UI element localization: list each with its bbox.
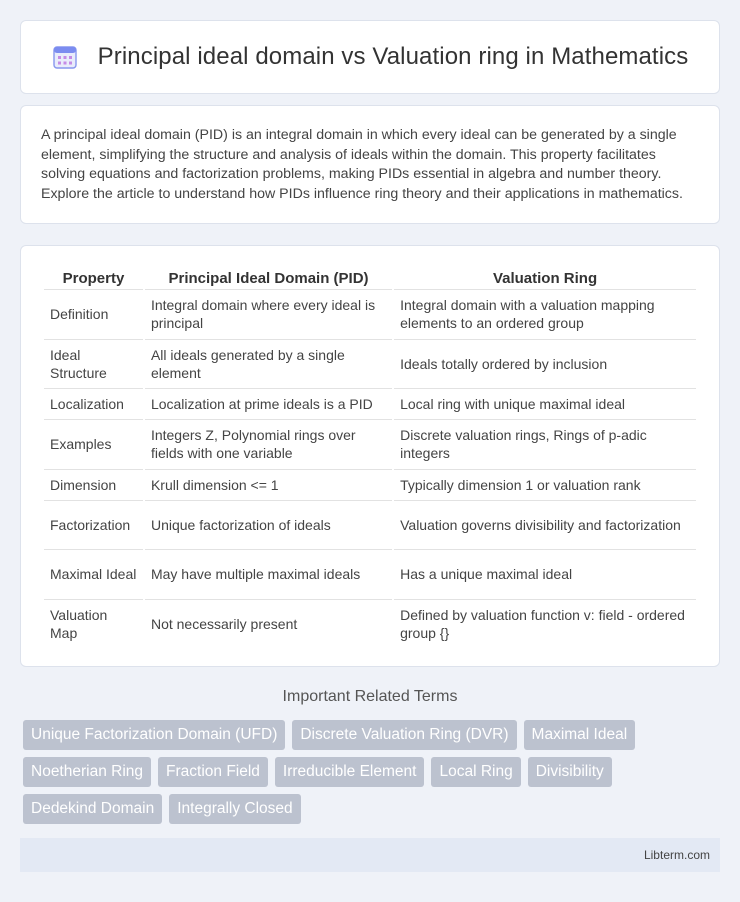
cell-valuation: Typically dimension 1 or valuation rank — [394, 470, 696, 501]
related-term-tag[interactable]: Noetherian Ring — [23, 757, 151, 787]
related-terms-list — [23, 720, 703, 824]
related-term-tag[interactable]: Discrete Valuation Ring (DVR) — [292, 720, 516, 750]
cell-property: Examples — [44, 420, 143, 470]
table-row — [44, 340, 696, 390]
related-term-tag[interactable]: Maximal Ideal — [524, 720, 636, 750]
header-property: Property — [44, 266, 143, 290]
cell-pid: Krull dimension <= 1 — [145, 470, 392, 501]
cell-pid: Localization at prime ideals is a PID — [145, 389, 392, 420]
related-term-tag[interactable]: Irreducible Element — [275, 757, 425, 787]
table-row — [44, 470, 696, 501]
cell-valuation: Defined by valuation function v: field - ordered group {} — [400, 607, 685, 642]
related-term-tag[interactable]: Divisibility — [528, 757, 612, 787]
cell-property: Ideal Structure — [44, 340, 143, 390]
table-row — [44, 420, 696, 470]
comparison-table-card — [20, 245, 720, 667]
cell-property: Definition — [44, 290, 143, 340]
cell-valuation: Valuation governs divisibility and factorization — [394, 501, 696, 551]
cell-property: Localization — [44, 389, 143, 420]
footer-site-link[interactable]: Libterm.com — [643, 848, 710, 862]
related-term-tag[interactable]: Fraction Field — [158, 757, 268, 787]
cell-pid: May have multiple maximal ideals — [145, 550, 392, 600]
cell-pid: Integers Z, Polynomial rings over fields with one variable — [145, 420, 392, 470]
cell-pid: Integral domain where every ideal is principal — [145, 290, 392, 340]
calendar-grid-icon — [52, 44, 78, 70]
cell-pid: Not necessarily present — [150, 616, 298, 633]
title-card — [20, 20, 720, 94]
intro-card — [20, 105, 720, 224]
related-term-tag[interactable]: Integrally Closed — [169, 794, 300, 824]
intro-text: A principal ideal domain (PID) is an integral domain in which every ideal can be generated by a single element, simplifying the structure and analysis of ideals within the domain. This property facilitates solving equations and factorization problems, making PIDs essential in algebra and number theory. Explore the article to understand how PIDs influence ring theory and their applications in mathematics. — [41, 127, 683, 202]
cell-property: Valuation Map — [50, 607, 108, 642]
header-pid: Principal Ideal Domain (PID) — [145, 266, 392, 290]
table-row — [44, 600, 696, 650]
table-row — [44, 290, 696, 340]
page-title: Principal ideal domain vs Valuation ring in Mathematics — [97, 43, 689, 70]
cell-pid: All ideals generated by a single element — [145, 340, 392, 390]
footer — [20, 838, 720, 872]
cell-property: Factorization — [44, 501, 143, 551]
cell-valuation: Ideals totally ordered by inclusion — [394, 340, 696, 390]
cell-property: Maximal Ideal — [44, 550, 143, 600]
cell-valuation: Local ring with unique maximal ideal — [394, 389, 696, 420]
cell-property: Dimension — [44, 470, 143, 501]
related-term-tag[interactable]: Local Ring — [431, 757, 520, 787]
cell-valuation: Discrete valuation rings, Rings of p-adic integers — [394, 420, 696, 470]
header-valuation: Valuation Ring — [394, 266, 696, 290]
related-term-tag[interactable]: Dedekind Domain — [23, 794, 162, 824]
related-term-tag[interactable]: Unique Factorization Domain (UFD) — [23, 720, 285, 750]
cell-pid: Unique factorization of ideals — [145, 501, 392, 551]
table-header-row — [44, 266, 696, 290]
table-row — [44, 501, 696, 551]
related-terms-heading: Important Related Terms — [282, 688, 458, 705]
cell-valuation: Integral domain with a valuation mapping elements to an ordered group — [394, 290, 696, 340]
table-row — [44, 550, 696, 600]
table-row — [44, 389, 696, 420]
cell-valuation: Has a unique maximal ideal — [394, 550, 696, 600]
comparison-table — [42, 266, 698, 649]
